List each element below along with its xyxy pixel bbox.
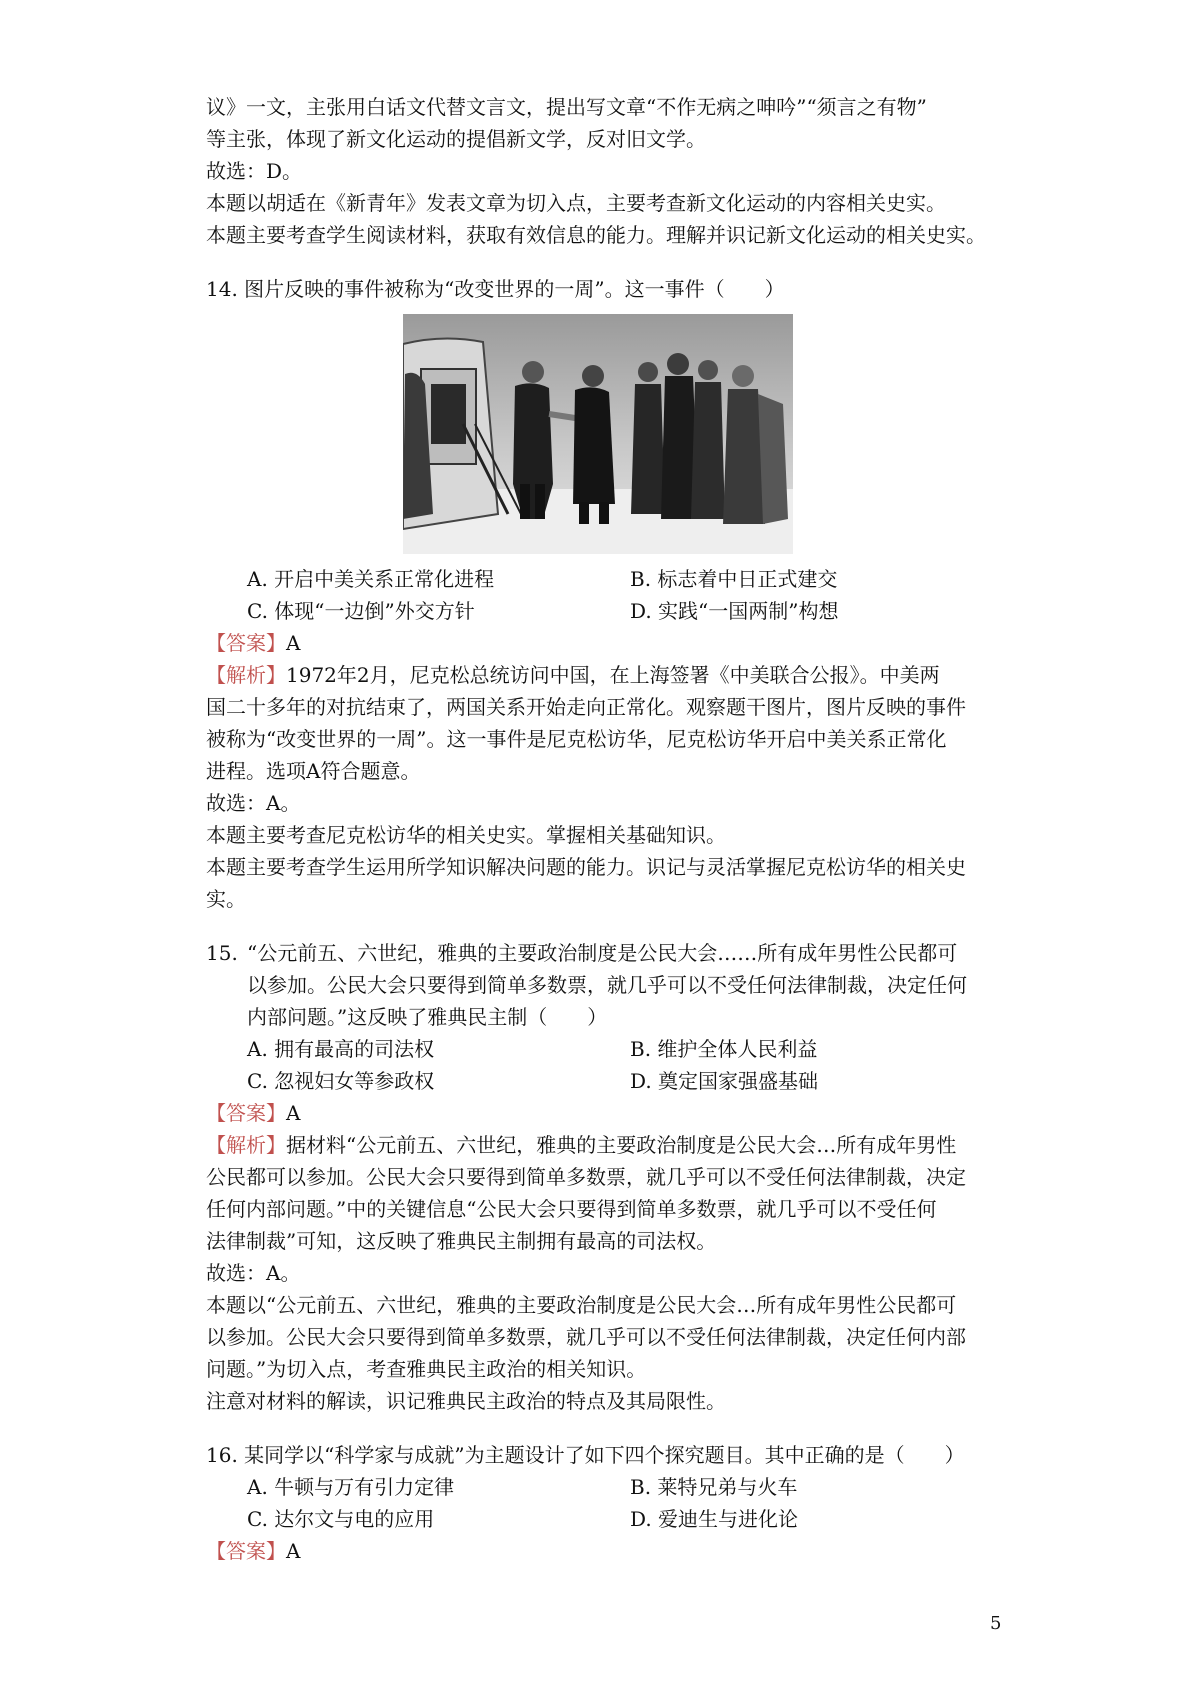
q14-analysis-line-1 [206, 660, 940, 690]
q15-option-a: A. 拥有最高的司法权 [247, 1037, 435, 1061]
q15-option-c: C. 忽视妇女等参政权 [247, 1069, 435, 1093]
q14-note-2a: 本题主要考查学生运用所学知识解决问题的能力。识记与灵活掌握尼克松访华的相关史 [206, 855, 966, 879]
q16-option-d: D. 爱迪生与进化论 [630, 1507, 799, 1531]
q15-stem-1: “公元前五、六世纪，雅典的主要政治制度是公民大会……所有成年男性公民都可 [247, 941, 958, 965]
analysis-tag: 【解析】 [206, 1133, 286, 1157]
answer-tag: 【答案】 [206, 1101, 286, 1125]
nixon-visit-handshake-photo [403, 314, 793, 554]
prev-analysis-line-2: 等主张，体现了新文化运动的提倡新文学，反对旧文学。 [206, 127, 706, 151]
q16-option-c: C. 达尔文与电的应用 [247, 1507, 435, 1531]
q14-analysis-line-2: 国二十多年的对抗结束了，两国关系开始走向正常化。观察题干图片，图片反映的事件 [206, 695, 966, 719]
q14-option-a: A. 开启中美关系正常化进程 [247, 567, 495, 591]
q14-option-c: C. 体现“一边倒”外交方针 [247, 599, 475, 623]
q14-option-b: B. 标志着中日正式建交 [630, 567, 838, 591]
q15-analysis-line-4: 法律制裁”可知，这反映了雅典民主制拥有最高的司法权。 [206, 1229, 717, 1253]
answer-value: A [286, 1101, 301, 1125]
q15-answer [206, 1098, 300, 1128]
q16-stem: 16. 某同学以“科学家与成就”为主题设计了如下四个探究题目。其中正确的是（ ） [206, 1443, 965, 1467]
answer-tag: 【答案】 [206, 631, 286, 655]
q14-choice: 故选：A。 [206, 791, 301, 815]
q14-analysis-line-3: 被称为“改变世界的一周”。这一事件是尼克松访华，尼克松访华开启中美关系正常化 [206, 727, 947, 751]
q15-note-1a: 本题以“公元前五、六世纪，雅典的主要政治制度是公民大会…所有成年男性公民都可 [206, 1293, 957, 1317]
q15-note-1c: 问题。”为切入点，考查雅典民主政治的相关知识。 [206, 1357, 647, 1381]
q14-analysis-line-4: 进程。选项A符合题意。 [206, 759, 421, 783]
prev-analysis-line-1: 议》一文，主张用白话文代替文言文，提出写文章“不作无病之呻吟”“须言之有物” [206, 95, 927, 119]
q15-choice: 故选：A。 [206, 1261, 301, 1285]
prev-note-2: 本题主要考查学生阅读材料，获取有效信息的能力。理解并识记新文化运动的相关史实。 [206, 223, 986, 247]
page-number: 5 [990, 1613, 1002, 1634]
q16-answer [206, 1536, 300, 1566]
q14-note-2b: 实。 [206, 887, 246, 911]
q14-answer [206, 628, 300, 658]
q15-number: 15. [206, 941, 238, 965]
q15-option-b: B. 维护全体人民利益 [630, 1037, 818, 1061]
answer-value: A [286, 1539, 301, 1563]
q14-note-1: 本题主要考查尼克松访华的相关史实。掌握相关基础知识。 [206, 823, 726, 847]
q15-analysis-line-1 [206, 1130, 956, 1160]
analysis-text: 据材料“公元前五、六世纪，雅典的主要政治制度是公民大会…所有成年男性 [286, 1133, 957, 1157]
q16-option-a: A. 牛顿与万有引力定律 [247, 1475, 455, 1499]
prev-choice: 故选：D。 [206, 159, 303, 183]
answer-value: A [286, 631, 301, 655]
q14-option-d: D. 实践“一国两制”构想 [630, 599, 839, 623]
q15-stem-3: 内部问题。”这反映了雅典民主制（ ） [247, 1005, 608, 1029]
q15-note-2: 注意对材料的解读，识记雅典民主政治的特点及其局限性。 [206, 1389, 726, 1413]
q16-option-b: B. 莱特兄弟与火车 [630, 1475, 798, 1499]
q15-analysis-line-3: 任何内部问题。”中的关键信息“公民大会只要得到简单多数票，就几乎可以不受任何 [206, 1197, 937, 1221]
q15-analysis-line-2: 公民都可以参加。公民大会只要得到简单多数票，就几乎可以不受任何法律制裁，决定 [206, 1165, 966, 1189]
q15-stem-2: 以参加。公民大会只要得到简单多数票，就几乎可以不受任何法律制裁，决定任何 [247, 973, 967, 997]
answer-tag: 【答案】 [206, 1539, 286, 1563]
prev-note-1: 本题以胡适在《新青年》发表文章为切入点，主要考查新文化运动的内容相关史实。 [206, 191, 946, 215]
q15-option-d: D. 奠定国家强盛基础 [630, 1069, 819, 1093]
q14-stem: 14. 图片反映的事件被称为“改变世界的一周”。这一事件（ ） [206, 277, 785, 301]
q15-note-1b: 以参加。公民大会只要得到简单多数票，就几乎可以不受任何法律制裁，决定任何内部 [206, 1325, 966, 1349]
analysis-text: 1972年2月，尼克松总统访问中国，在上海签署《中美联合公报》。中美两 [286, 663, 940, 687]
analysis-tag: 【解析】 [206, 663, 286, 687]
